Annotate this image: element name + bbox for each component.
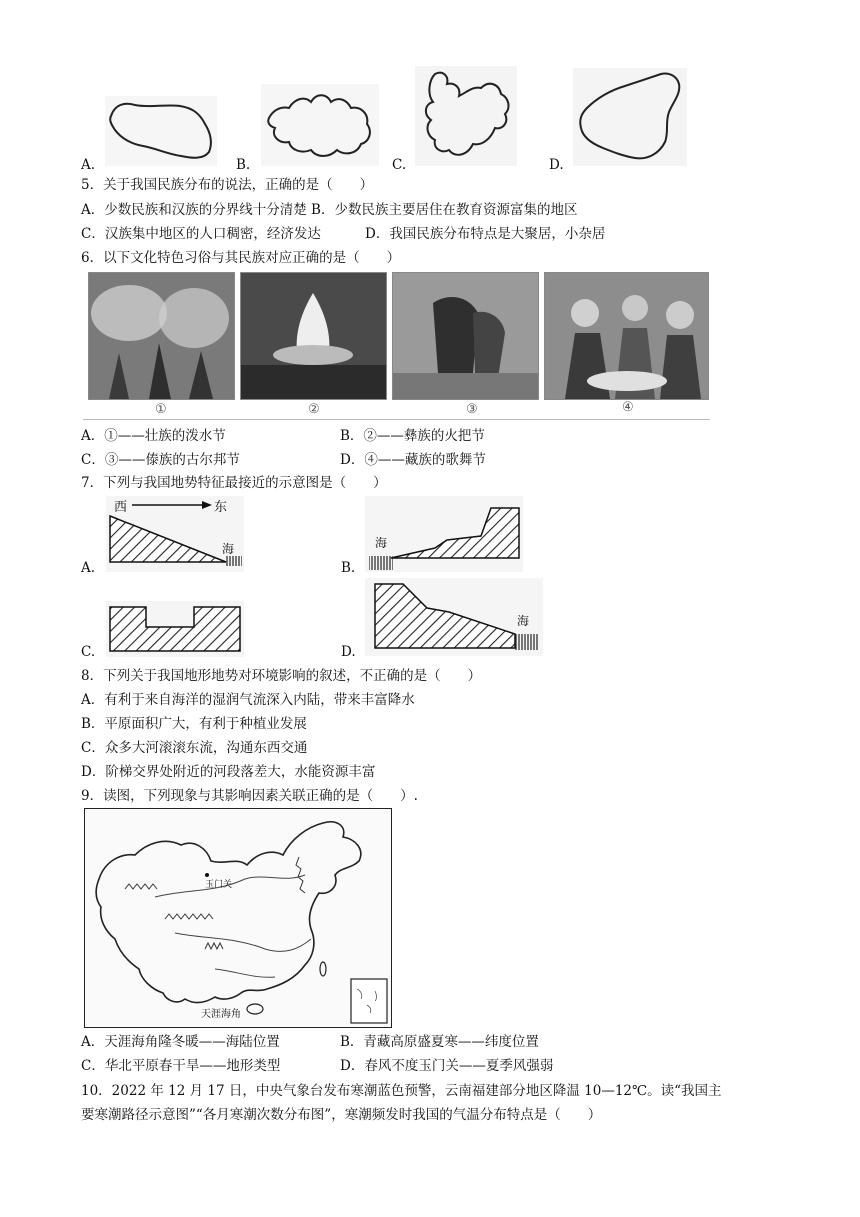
q6-photo-3 xyxy=(392,272,539,400)
province-outline-a xyxy=(110,104,211,158)
map-label-yumenguan: 玉门关 xyxy=(205,880,233,890)
q6-photo-label-4: ④ xyxy=(622,400,634,415)
q4-option-d-letter: D. xyxy=(549,157,564,173)
q10-stem-line2: 要寒潮路径示意图”“各月寒潮次数分布图”，寒潮频发时我国的气温分布特点是（ ） xyxy=(81,1107,602,1123)
q9-option-b: B．青藏高原盛夏寒——纬度位置 xyxy=(340,1034,539,1050)
q6-option-a: A．①——壮族的泼水节 xyxy=(81,428,226,444)
q7-option-c-letter: C. xyxy=(81,644,96,660)
q7-figure-c xyxy=(106,601,244,657)
q10-stem-line1: 10．2022 年 12 月 17 日，中央气象台发布寒潮蓝色预警，云南福建部分地区降温 10—12℃。读“我国主 xyxy=(81,1083,722,1099)
q9-stem: 9．读图，下列现象与其影响因素关联正确的是（ ）. xyxy=(81,788,418,804)
q4-option-d-figure xyxy=(573,68,687,166)
q6-option-d: D．④——藏族的歌舞节 xyxy=(340,452,486,468)
q7-figure-a-east: 东 xyxy=(214,500,228,515)
q9-china-map xyxy=(84,808,392,1028)
q9-option-d: D．春风不度玉门关——夏季风强弱 xyxy=(340,1058,554,1074)
province-outline-b xyxy=(268,95,370,156)
q6-photo-2 xyxy=(240,272,387,400)
q4-option-c-letter: C. xyxy=(392,157,407,173)
q7-stem: 7．下列与我国地势特征最接近的示意图是（ ） xyxy=(81,475,387,491)
q8-option-d: D．阶梯交界处附近的河段落差大，水能资源丰富 xyxy=(81,764,376,780)
q6-option-b: B．②——彝族的火把节 xyxy=(340,428,485,444)
province-outline-c xyxy=(426,73,509,155)
q7-figure-d-sea: 海 xyxy=(517,614,530,628)
q8-option-b: B．平原面积广大，有利于种植业发展 xyxy=(81,716,307,732)
q4-option-a-letter: A. xyxy=(81,157,96,173)
q7-option-a-letter: A. xyxy=(81,560,96,576)
map-label-tianya: 天涯海角 xyxy=(201,1009,241,1020)
q4-option-b-letter: B. xyxy=(236,157,251,173)
q8-stem: 8．下列关于我国地形地势对环境影响的叙述，不正确的是（ ） xyxy=(81,668,482,684)
q7-figure-b-sea: 海 xyxy=(375,536,388,550)
q4-option-b-figure xyxy=(261,84,379,166)
q6-photo-4 xyxy=(544,272,709,400)
q6-photo-1 xyxy=(88,272,235,400)
q7-figure-d xyxy=(365,578,543,656)
q9-option-a: A．天涯海角隆冬暖——海陆位置 xyxy=(81,1034,280,1050)
q6-photo-label-3: ③ xyxy=(466,402,478,417)
south-china-sea-inset xyxy=(351,979,387,1023)
q5-option-d: D．我国民族分布特点是大聚居，小杂居 xyxy=(365,226,606,242)
q5-options-ab: A．少数民族和汉族的分界线十分清楚 B．少数民族主要居住在教育资源富集的地区 xyxy=(81,202,578,218)
q7-figure-a-west: 西 xyxy=(114,500,128,515)
q6-option-c: C．③——傣族的古尔邦节 xyxy=(81,452,240,468)
q9-option-c: C．华北平原春干旱——地形类型 xyxy=(81,1058,281,1074)
q6-photo-label-1: ① xyxy=(155,402,167,417)
q4-option-a-figure xyxy=(105,96,217,166)
q6-divider xyxy=(83,419,710,420)
hainan-island xyxy=(247,1004,263,1014)
q8-option-a: A．有利于来自海洋的湿润气流深入内陆，带来丰富降水 xyxy=(81,692,415,708)
q4-option-c-figure xyxy=(415,66,517,166)
province-outline-d xyxy=(580,73,679,158)
q6-photo-label-2: ② xyxy=(308,402,320,417)
q7-option-d-letter: D. xyxy=(341,644,356,660)
q7-figure-a-sea: 海 xyxy=(222,542,235,556)
q5-option-c: C．汉族集中地区的人口稠密，经济发达 xyxy=(81,226,321,242)
q5-stem: 5．关于我国民族分布的说法，正确的是（ ） xyxy=(81,177,374,193)
taiwan-island xyxy=(320,962,326,976)
q6-stem: 6．以下文化特色习俗与其民族对应正确的是（ ） xyxy=(81,250,401,266)
q7-option-b-letter: B. xyxy=(341,560,356,576)
q7-figure-b xyxy=(365,496,523,572)
q8-option-c: C．众多大河滚滚东流，沟通东西交通 xyxy=(81,740,308,756)
q7-figure-a xyxy=(106,496,244,572)
